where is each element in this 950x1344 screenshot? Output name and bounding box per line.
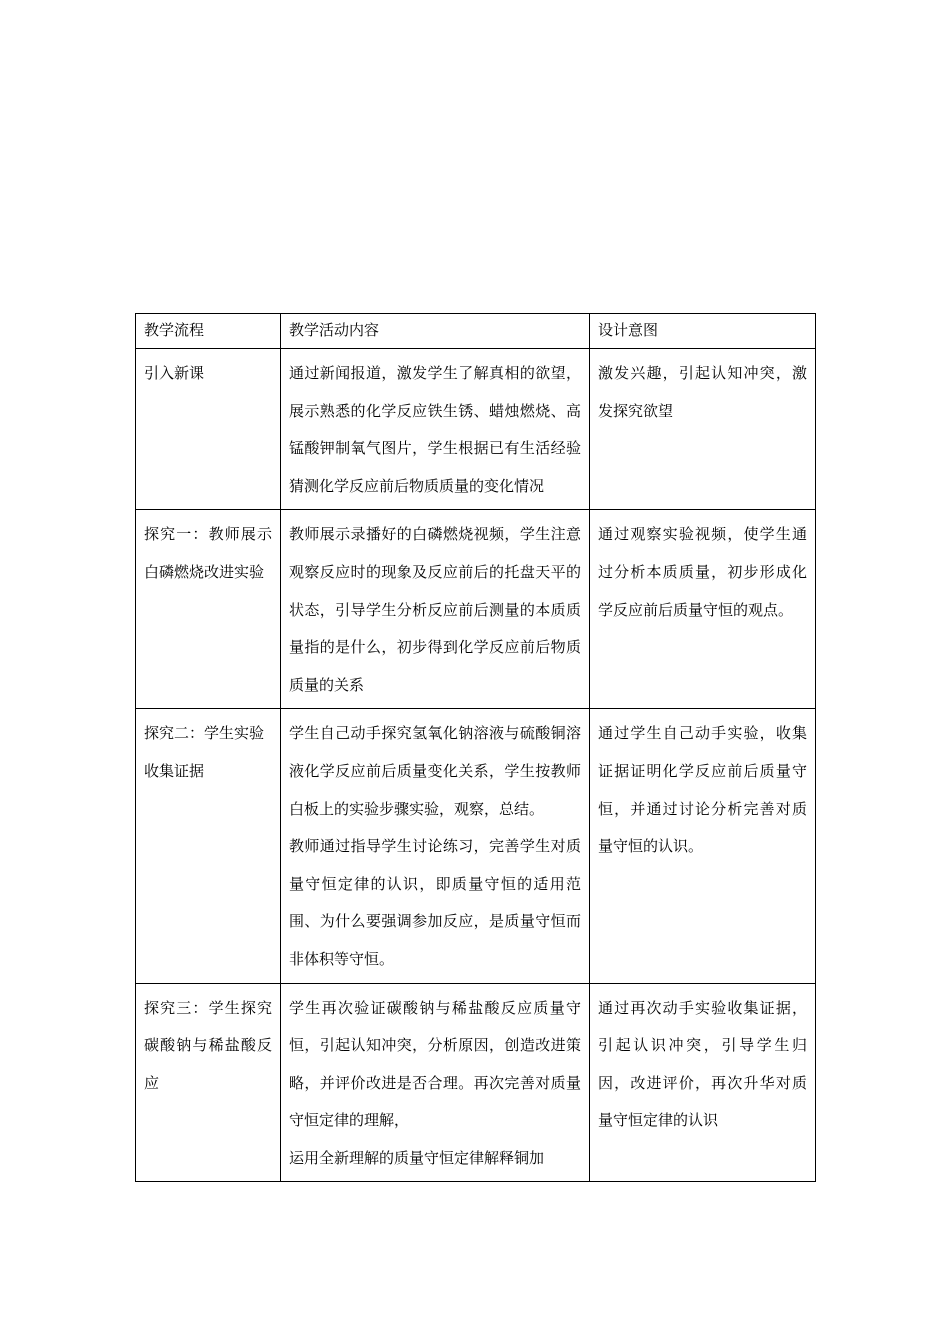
header-stage: 教学流程 [136, 314, 281, 349]
header-content: 教学活动内容 [281, 314, 590, 349]
cell-content [281, 709, 590, 983]
cell-content [281, 983, 590, 1182]
cell-stage-line: 探究二：学生实验 [144, 724, 265, 743]
cell-stage: 引入新课 [136, 349, 281, 510]
cell-stage: 探究一：教师展示白磷燃烧改进实验 [136, 510, 281, 709]
table-row-inquiry2 [136, 709, 816, 983]
cell-content: 教师展示录播好的白磷燃烧视频，学生注意观察反应时的现象及反应前后的托盘天平的状态，引导学生分析反应前后测量的本质质量指的是什么，初步得到化学反应前后物质质量的关系 [281, 510, 590, 709]
cell-intent: 通过再次动手实验收集证据，引起认识冲突，引导学生归因，改进评价，再次升华对质量守恒定律的认识 [590, 983, 816, 1182]
cell-stage [136, 709, 281, 983]
cell-intent: 通过学生自己动手实验，收集证据证明化学反应前后质量守恒，并通过讨论分析完善对质量守恒的认识。 [590, 709, 816, 983]
cell-stage-line: 收集证据 [144, 761, 205, 780]
cell-content-paragraph: 运用全新理解的质量守恒定律解释铜加 [289, 1148, 545, 1167]
table-row-intro [136, 349, 816, 510]
table-header-row [136, 314, 816, 349]
table-row-inquiry3 [136, 983, 816, 1182]
cell-intent: 激发兴趣，引起认知冲突，激发探究欲望 [590, 349, 816, 510]
cell-content-paragraph: 学生自己动手探究氢氧化钠溶液与硫酸铜溶液化学反应前后质量变化关系，学生按教师白板上的实验步骤实验，观察，总结。 [289, 724, 581, 818]
cell-content-paragraph: 教师通过指导学生讨论练习，完善学生对质量守恒定律的认识，即质量守恒的适用范围、为什么要强调参加反应，是质量守恒而非体积等守恒。 [289, 837, 581, 968]
header-intent: 设计意图 [590, 314, 816, 349]
cell-stage: 探究三：学生探究碳酸钠与稀盐酸反应 [136, 983, 281, 1182]
cell-intent: 通过观察实验视频，使学生通过分析本质质量，初步形成化学反应前后质量守恒的观点。 [590, 510, 816, 709]
cell-content-paragraph: 学生再次验证碳酸钠与稀盐酸反应质量守恒，引起认知冲突，分析原因，创造改进策略，并评价改进是否合理。再次完善对质量守恒定律的理解， [289, 998, 581, 1130]
lesson-plan-table [135, 313, 816, 1182]
table-row-inquiry1 [136, 510, 816, 709]
cell-content: 通过新闻报道，激发学生了解真相的欲望，展示熟悉的化学反应铁生锈、蜡烛燃烧、高锰酸钾制氧气图片，学生根据已有生活经验猜测化学反应前后物质质量的变化情况 [281, 349, 590, 510]
